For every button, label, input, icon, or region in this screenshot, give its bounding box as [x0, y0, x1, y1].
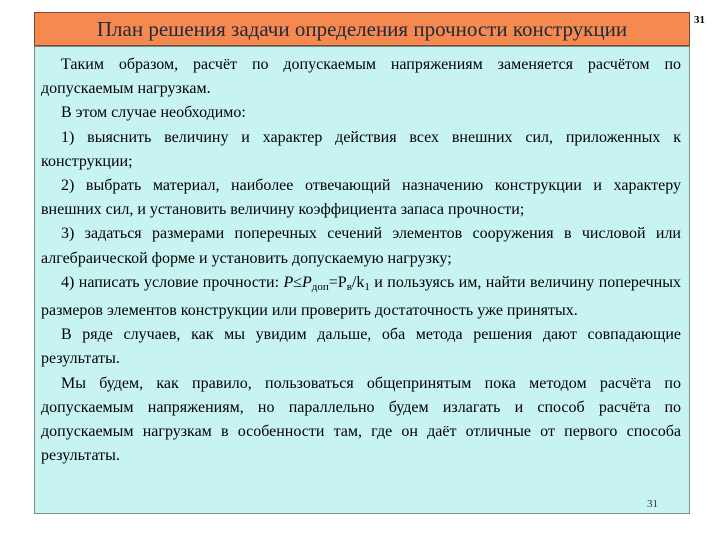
formula-k-subscript: 1	[364, 280, 370, 293]
slide-title: План решения задачи определения прочности конструкции	[96, 16, 628, 41]
step-4-text-end: и пользуясь им, найти величину поперечных размеров элементов конструкции или проверить достаточность уже принятых.	[41, 273, 681, 320]
formula-le: ≤	[293, 273, 303, 291]
formula-dop-subscript: доп	[311, 280, 329, 293]
slide-body	[34, 46, 690, 514]
step-2: 2) выбрать материал, наиболее отвечающий назначению конструкции и характеру внешних сил, и установить величину коэффициента запаса прочности;	[41, 177, 681, 219]
step-1: 1) выяснить величину и характер действия всех внешних сил, приложенных к конструкции;	[41, 128, 681, 170]
paragraph-intro: Таким образом, расчёт по допускаемым напряжениям заменяется расчётом по допускаемым нагрузкам.	[41, 56, 681, 98]
step-4-text-start: 4) написать условие прочности:	[61, 273, 284, 291]
formula-slash-k: /k	[351, 273, 365, 291]
paragraph-coincide: В ряде случаев, как мы увидим дальше, оба метода решения дают совпадающие результаты.	[41, 326, 681, 368]
step-3: 3) задаться размерами поперечных сечений элементов сооружения в числовой или алгебраической форме и установить допускаемую нагрузку;	[41, 225, 681, 267]
page-number-bottom: 31	[647, 498, 658, 510]
step-4	[41, 271, 681, 323]
formula-v-subscript: в	[346, 280, 352, 293]
paragraph-conclusion: Мы будем, как правило, пользоваться общепринятым пока методом расчёта по допускаемым напряжениям, но параллельно будем излагать и способ расчёта по допускаемым нагрузкам в особенности там, где он даёт отличные от первого способа результаты.	[41, 374, 681, 465]
formula-pdop: P	[302, 273, 312, 291]
paragraph-necessary: В этом случае необходимо:	[61, 104, 246, 122]
page-number-top: 31	[694, 14, 705, 26]
slide-title-bar	[34, 12, 690, 46]
formula-p: P	[283, 273, 294, 291]
formula-eq-p: =P	[328, 273, 347, 291]
